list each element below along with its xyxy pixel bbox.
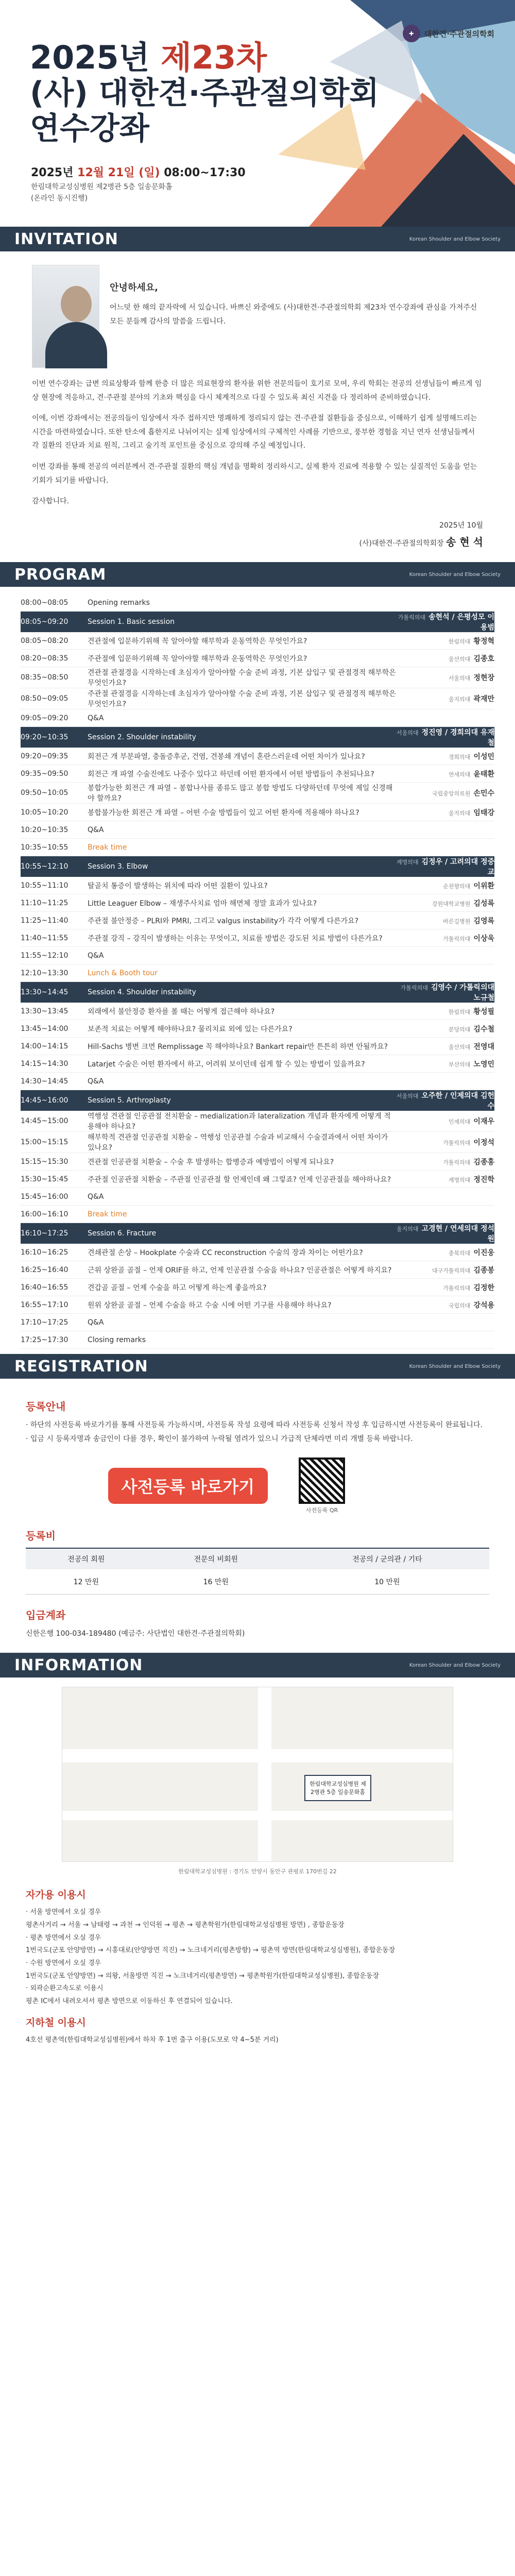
program-title: Hill-Sachs 병변 크면 Remplissage 꼭 해야하나요? Bankart repair만 튼튼히 하면 안될까요?	[88, 1042, 388, 1051]
program-title: 주관절 불안정증 – PLRI와 PMRI, 그리고 valgus instability가 각각 어떻게 다른가요?	[88, 917, 359, 925]
program-time: 10:55~12:10	[21, 862, 68, 871]
location-map[interactable]	[62, 1687, 453, 1862]
program-time: 16:25~16:40	[21, 1265, 68, 1274]
subheading: 등록안내	[26, 1400, 66, 1413]
program-time: 15:00~15:15	[21, 1138, 68, 1147]
speaker-affiliation: 가톨릭의대	[443, 1159, 471, 1166]
program-time: 10:35~10:55	[21, 843, 68, 852]
speaker-affiliation: 한림의대	[448, 638, 471, 645]
speaker-affiliation: 서울의대	[397, 1093, 419, 1100]
session-header-row	[21, 1090, 494, 1111]
program-speaker	[397, 751, 494, 761]
program-title: Break time	[88, 843, 127, 852]
program-speaker	[397, 982, 494, 1003]
program-time: 08:05~09:20	[21, 618, 68, 626]
fee-header: 전문의 비회원	[147, 1548, 285, 1569]
signer-name: 송 현 석	[446, 536, 483, 549]
section-subtitle: Korean Shoulder and Elbow Society	[409, 571, 501, 578]
program-title: Session 5. Arthroplasty	[88, 1096, 171, 1105]
speaker-affiliation: 울지의대	[448, 809, 471, 817]
subheading: 자가용 이용시	[26, 1889, 86, 1901]
letter-date: 2025년 10월	[439, 521, 483, 530]
speaker-affiliation: 분당의대	[448, 1026, 471, 1033]
program-title: 주관절에 입문하기위해 꼭 알아야할 해부학과 운동역학은 무엇인가요?	[88, 654, 307, 663]
program-title: Break time	[88, 1210, 127, 1218]
date-time: 08:00~17:30	[164, 166, 246, 179]
speaker-affiliation: 대구가톨릭의대	[432, 1267, 471, 1274]
program-speaker	[397, 880, 494, 891]
program-row	[21, 1055, 494, 1073]
program-row	[21, 1153, 494, 1171]
program-speaker	[397, 1090, 494, 1111]
speaker-affiliation: 가톨릭의대	[443, 1284, 471, 1292]
speaker-affiliation: 경희의대	[448, 753, 471, 760]
program-row	[21, 877, 494, 894]
program-row	[21, 667, 494, 688]
program-title: Closing remarks	[88, 1335, 146, 1344]
speaker-name: 정진학	[473, 1175, 494, 1184]
program-time: 08:00~08:05	[21, 598, 68, 607]
program-row	[21, 964, 494, 982]
direction-line: · 수원 방면에서 오실 경우	[26, 1959, 101, 1967]
program-speaker	[397, 1336, 494, 1344]
program-title: 주관절 강직 – 강직이 발생하는 이유는 무엇이고, 치료를 방법은 강도된 치료 방법이 다른가요?	[88, 934, 383, 943]
program-time: 14:15~14:30	[21, 1059, 68, 1068]
program-time: 08:35~08:50	[21, 673, 68, 682]
program-time: 17:25~17:30	[21, 1335, 68, 1344]
program-speaker	[397, 1041, 494, 1052]
program-speaker	[397, 1024, 494, 1034]
direction-line: 1번국도(군포 안양방면) → 의왕, 서울방면 직진 → 노크네거리(평촌방면) → 평촌학원가(한림대학교성심병원), 종합운동장	[26, 1972, 380, 1980]
direction-line: 평촌 IC에서 내려오셔서 평촌 방면으로 이동하신 후 연결되어 있습니다.	[26, 1997, 233, 2006]
speaker-affiliation: 가톨릭의대	[443, 1140, 471, 1147]
program-title: 근위 상완골 골절 – 언제 ORIF를 하고, 언제 인공관절 수술을 하나요? 인공관절은 어떻게 하지요?	[88, 1266, 392, 1275]
speaker-name: 이성민	[473, 752, 494, 761]
section-title: REGISTRATION	[14, 1357, 148, 1376]
speaker-affiliation: 충북의대	[448, 1249, 471, 1257]
speaker-affiliation: 울산의대	[448, 1043, 471, 1050]
speaker-affiliation: 바른길병원	[443, 918, 471, 925]
program-row	[21, 1244, 494, 1261]
program-time: 09:50~10:05	[21, 789, 68, 798]
invitation-letter	[0, 251, 515, 562]
program-title: Q&A	[88, 714, 104, 722]
fee-header: 전공의 회원	[26, 1548, 147, 1569]
speaker-affiliation: 계명의대	[397, 859, 419, 866]
program-speaker	[397, 826, 494, 834]
paragraph: 이에, 이번 강좌에서는 전공의들이 임상에서 자주 접하지만 명쾌하게 정리되지 않는 견·주관절 질환들을 중심으로, 이해하기 쉽게 설명해드리는 시간을 마련하였습니다. 또한 탄소에 흡한지로 나뉘어지는 실제 임상에서의 구체적인 사례를 기반으로, 풍부한 경험을 지닌 연자 선생님들께서 각 질환의 진단과 치료 원칙, 그리고 술기적 포인트를 중심으로 강의해 주실 예정입니다.	[32, 414, 477, 450]
speaker-affiliation: 국립중앙의료원	[432, 790, 471, 798]
program-row	[21, 929, 494, 947]
program-row	[21, 947, 494, 964]
title-society: (사) 대한견·주관절의학회	[30, 75, 380, 112]
program-time: 14:45~15:00	[21, 1117, 68, 1126]
program-row	[21, 1261, 494, 1279]
program-speaker	[397, 1247, 494, 1258]
program-row	[21, 650, 494, 667]
speaker-name: 김종호	[473, 654, 494, 663]
bank-account: 신한은행 100-034-189480 (예금주: 사단법인 대한견·주관절의학회)	[26, 1629, 245, 1638]
speaker-name: 김정한	[473, 1283, 494, 1292]
program-title: Opening remarks	[88, 598, 150, 607]
section-title: PROGRAM	[14, 565, 107, 584]
speaker-name: 이상욱	[473, 934, 494, 943]
speaker-name: 김수철	[473, 1025, 494, 1033]
program-title: 회전근 개 파열 수술진에도 나중수 있다고 하던데 어떤 환자에서 어떤 방법들이 추천되나요?	[88, 770, 374, 778]
program-speaker	[397, 612, 494, 632]
program-title: 견관절에 입문하기위해 꼭 알아야할 해부학과 운동역학은 무엇인가요?	[88, 637, 307, 646]
title-year: 2025년	[30, 39, 150, 76]
program-row	[21, 1331, 494, 1349]
program-speaker	[397, 1210, 494, 1218]
section-title: INFORMATION	[14, 1656, 143, 1674]
president-photo	[32, 265, 99, 368]
program-title: 외래에서 불안정증 환자를 볼 때는 어떻게 접근해야 하나요?	[88, 1007, 275, 1016]
paragraph: 감사합니다.	[32, 497, 70, 506]
program-time: 14:45~16:00	[21, 1096, 68, 1105]
program-title: 탈골치 통증이 발생하는 위치에 따라 어떤 질환이 있나요?	[88, 882, 268, 890]
program-time: 09:05~09:20	[21, 714, 68, 722]
program-row	[21, 804, 494, 821]
program-time: 15:30~15:45	[21, 1175, 68, 1183]
section-title: INVITATION	[14, 230, 118, 248]
program-table	[0, 587, 515, 1354]
program-time: 09:20~10:35	[21, 733, 68, 742]
subheading: 입금계좌	[26, 1608, 66, 1621]
program-time: 11:55~12:10	[21, 951, 68, 960]
program-speaker	[397, 1116, 494, 1126]
program-title: 봉합불가능한 회전근 개 파열 – 어떤 수술 방법들이 있고 어떤 환자에 적용해야 하나요?	[88, 808, 359, 817]
program-title: 해부학적 견관절 인공관절 치환술 – 역행성 인공관절 수술과 비교해서 수술결과에서 어떤 차이가 있나요?	[88, 1133, 388, 1153]
program-title: Q&A	[88, 1077, 104, 1086]
program-row	[21, 594, 494, 612]
program-time: 09:20~09:35	[21, 752, 68, 760]
paragraph: 이번 연수강좌는 급변 의료상황과 함께 한층 더 많은 의료현장의 환자를 위한 전문의들이 호기로 모여, 우리 학회는 전공의 선생님들이 빠르게 임상 현장에 적응하고, 견·주관절 분야의 기초와 핵심을 다시 체계적으로 다질 수 있도록 최신 지견을 다 정리하여 준비하였습니다.	[32, 380, 482, 402]
program-row	[21, 632, 494, 650]
directions	[0, 1875, 515, 2062]
program-speaker	[397, 843, 494, 852]
title-course: 연수강좌	[30, 111, 149, 147]
session-header-row	[21, 727, 494, 748]
program-row	[21, 1132, 494, 1153]
speaker-affiliation: 서울의대	[397, 730, 419, 737]
program-title: 봉합가능한 회전근 개 파열 – 봉합나사를 종류도 많고 봉합 방법도 다양하던데 무엇에 제일 신경해야 할까요?	[88, 784, 393, 803]
program-title: 보존적 치료는 어떻게 해야하나요? 물리치료 외에 있는 다른가요?	[88, 1025, 293, 1033]
speaker-affiliation: 울산의대	[448, 655, 471, 663]
session-header-row	[21, 856, 494, 877]
program-row	[21, 1171, 494, 1188]
program-speaker	[397, 769, 494, 779]
society-seal-icon: ✚	[403, 25, 420, 42]
speaker-name: 황성필	[473, 1007, 494, 1016]
program-speaker	[397, 1077, 494, 1086]
program-speaker	[397, 636, 494, 646]
society-name: 대한견·주관절의학회	[424, 29, 494, 39]
program-time: 16:40~16:55	[21, 1283, 68, 1292]
speaker-affiliation: 인제의대	[448, 1118, 471, 1126]
session-header-row	[21, 612, 494, 632]
fee-value: 10 만원	[285, 1569, 489, 1595]
program-time: 10:55~11:10	[21, 881, 68, 890]
paragraph: 이번 강좌를 통해 전공의 여러분께서 견·주관절 질환의 핵심 개념을 명확히 정리하시고, 실제 환자 진료에 적용할 수 있는 실질적인 도움을 얻는 기회가 되기를 바랍니다.	[32, 462, 477, 485]
speaker-name: 임태강	[473, 808, 494, 817]
speaker-name: 김종흥	[473, 1158, 494, 1166]
speaker-name: 전영대	[473, 1042, 494, 1051]
guide-text: · 하단의 사전등록 바로가기를 통해 사전등록 가능하시며, 사전등록 작성 요령에 따라 사전등록 신청서 작성 후 입금하시면 사전등록이 완료됩니다.	[26, 1421, 483, 1430]
event-date	[31, 164, 246, 180]
program-speaker	[397, 727, 494, 748]
speaker-affiliation: 순천향의대	[443, 883, 471, 890]
speaker-name: 정진영 / 경희의대 유재철	[421, 728, 494, 748]
program-time: 11:25~11:40	[21, 916, 68, 925]
venue-line: 한림대학교성심병원 제2병관 5층 일송문화홀	[31, 183, 173, 191]
section-header-registration	[0, 1354, 515, 1379]
program-speaker	[397, 1282, 494, 1293]
program-row	[21, 1073, 494, 1090]
program-time: 10:20~10:35	[21, 825, 68, 834]
section-subtitle: Korean Shoulder and Elbow Society	[409, 1363, 501, 1369]
speaker-affiliation: 강원대학교병원	[432, 900, 471, 907]
society-logo	[403, 25, 494, 42]
speaker-name: 황정혁	[473, 637, 494, 646]
program-title: Session 4. Shoulder instability	[88, 988, 196, 997]
qr-caption: 사전등록 QR	[305, 1506, 338, 1514]
map-caption: 한림대학교성심병원 : 경기도 안양시 동안구 관평로 170번길 22	[178, 1868, 337, 1875]
program-row	[21, 1206, 494, 1223]
speaker-name: 강석용	[473, 1301, 494, 1310]
program-title: Session 3. Elbow	[88, 862, 148, 871]
program-time: 10:05~10:20	[21, 808, 68, 817]
program-speaker	[397, 969, 494, 977]
session-header-row	[21, 982, 494, 1003]
program-speaker	[397, 1174, 494, 1184]
program-speaker	[397, 1006, 494, 1016]
program-time: 13:30~13:45	[21, 1007, 68, 1015]
program-title: Session 2. Shoulder instability	[88, 733, 196, 742]
fee-header: 전공의 / 군의관 / 기타	[285, 1548, 489, 1569]
guide-text: · 입금 시 등록자명과 송금인이 다를 경우, 확인이 불가하여 누락될 염려가 있으니 가급적 단체라면 미리 개별 등록 바랍니다.	[26, 1434, 413, 1443]
speaker-name: 고경현 / 연세의대 정석원	[421, 1225, 494, 1244]
program-title: Latarjet 수술은 어떤 환자에서 하고, 어려워 보이던데 쉽게 할 수 있는 방법이 있을까요?	[88, 1060, 365, 1069]
direction-line: · 외곽순환고속도로 이용시	[26, 1985, 104, 1993]
program-title: 주관절 인공관절 치환술 – 주관절 인공관절 할 언제인데 왜 그렇죠? 언제 인공관절을 해야하나요?	[88, 1175, 391, 1184]
speaker-name: 김영록	[473, 917, 494, 925]
speaker-name: 송현석 / 은평성모 이용범	[428, 613, 494, 632]
program-title: Session 6. Fracture	[88, 1229, 157, 1238]
speaker-name: 이위환	[473, 882, 494, 890]
program-time: 11:40~11:55	[21, 934, 68, 942]
program-row	[21, 1003, 494, 1020]
program-time: 15:15~15:30	[21, 1157, 68, 1166]
program-row	[21, 688, 494, 709]
speaker-name: 오주한 / 인제의대 김헌수	[421, 1092, 494, 1111]
program-row	[21, 1314, 494, 1331]
speaker-name: 곽재만	[473, 695, 494, 704]
program-speaker	[397, 1157, 494, 1167]
program-time: 13:45~14:00	[21, 1024, 68, 1033]
speaker-affiliation: 연세의대	[448, 771, 471, 778]
section-subtitle: Korean Shoulder and Elbow Society	[409, 1662, 501, 1668]
program-title: 회전근 개 부분파열, 충돌증후군, 건염, 견봉쇄 개념이 혼란스러운데 어떤 차이가 있나요?	[88, 752, 365, 761]
program-title: Lunch & Booth tour	[88, 969, 158, 977]
program-title: Session 1. Basic session	[88, 618, 175, 626]
program-title: 주관절 관절경을 시작하는데 초심자가 알아야할 수술 준비 과정, 기본 삽입구 및 관절경적 해부학은 무엇인가요?	[88, 690, 396, 709]
program-title: Q&A	[88, 1318, 104, 1327]
program-speaker	[397, 653, 494, 664]
program-speaker	[397, 693, 494, 704]
program-title: 원위 상완골 골절 – 언제 수술을 하고 수술 시에 어떤 기구를 사용해야 하나요?	[88, 1301, 332, 1310]
speaker-name: 김영수 / 가톨릭의대 노규철	[431, 984, 494, 1003]
program-speaker	[397, 952, 494, 960]
direction-line: 평촌사거리 → 서울 → 남태령 → 과천 → 인덕원 → 평촌 → 평촌학원가(한림대학교성심병원 방면) , 종합운동장	[26, 1921, 345, 1929]
program-time: 15:45~16:00	[21, 1192, 68, 1201]
program-time: 16:55~17:10	[21, 1300, 68, 1309]
program-time: 16:10~16:25	[21, 1248, 68, 1257]
registration-section	[0, 1379, 515, 1653]
section-subtitle: Korean Shoulder and Elbow Society	[409, 236, 501, 242]
program-time: 08:05~08:20	[21, 636, 68, 645]
section-header-information	[0, 1653, 515, 1677]
program-speaker	[397, 1193, 494, 1201]
program-speaker	[397, 1223, 494, 1244]
speaker-name: 김성록	[473, 899, 494, 908]
speaker-affiliation: 가톨릭의대	[400, 985, 428, 992]
speaker-affiliation: 서울의대	[448, 675, 471, 682]
program-title: Little Leaguer Elbow – 재생주사치료 엄마 해면체 정말 효과가 있나요?	[88, 899, 317, 908]
program-speaker	[397, 788, 494, 798]
speaker-affiliation: 계명의대	[448, 1176, 471, 1183]
program-speaker	[397, 856, 494, 877]
program-time: 14:00~14:15	[21, 1042, 68, 1050]
subheading: 등록비	[26, 1529, 56, 1542]
program-speaker	[397, 807, 494, 818]
speaker-affiliation: 부산의대	[448, 1061, 471, 1068]
program-row	[21, 783, 494, 804]
speaker-affiliation: 국립의대	[448, 1302, 471, 1309]
paragraph: 어느덧 한 해의 끝자락에 서 있습니다. 바쁘신 와중에도 (사)대한견·주관절의학회 제23차 연수강좌에 관심을 가져주신 모든 분들께 감사의 말씀을 드립니다.	[110, 303, 477, 326]
session-header-row	[21, 1223, 494, 1244]
program-time: 09:35~09:50	[21, 769, 68, 778]
program-time: 08:50~09:05	[21, 694, 68, 703]
direction-line: 4호선 평촌역(한림대학교성심병원)에서 하차 후 1번 출구 이용(도보로 약 4~5분 거리)	[26, 2036, 279, 2044]
program-time: 14:30~14:45	[21, 1077, 68, 1086]
speaker-name: 이정석	[473, 1139, 494, 1147]
speaker-affiliation: 울지의대	[397, 1226, 419, 1233]
title-number: 제23차	[161, 39, 267, 76]
event-venue	[31, 181, 173, 205]
speaker-affiliation: 울지의대	[448, 696, 471, 703]
speaker-name: 이재우	[473, 1117, 494, 1126]
program-speaker	[397, 1300, 494, 1310]
program-time: 16:10~17:25	[21, 1229, 68, 1238]
direction-line: · 평촌 방면에서 오실 경우	[26, 1934, 101, 1942]
program-speaker	[397, 1265, 494, 1275]
program-title: Q&A	[88, 825, 104, 834]
signature	[32, 519, 483, 552]
program-title: 견쇄관절 손상 – Hookplate 수술과 CC reconstruction 수술의 장과 차이는 어떤가요?	[88, 1248, 363, 1257]
speaker-affiliation: 한림의대	[448, 1008, 471, 1015]
speaker-name: 이진웅	[473, 1248, 494, 1257]
program-speaker	[397, 599, 494, 607]
program-row	[21, 709, 494, 727]
speaker-name: 손민수	[473, 789, 494, 798]
direction-line: · 서울 방면에서 오실 경우	[26, 1908, 101, 1917]
program-speaker	[397, 1318, 494, 1327]
program-time: 11:10~11:25	[21, 899, 68, 907]
section-header-program	[0, 562, 515, 587]
program-time: 08:20~08:35	[21, 654, 68, 663]
program-row	[21, 821, 494, 839]
speaker-affiliation: 가톨릭의대	[398, 614, 426, 621]
program-title: 견갑골 골절 – 언제 수술을 하고 어떻게 하는게 좋을까요?	[88, 1283, 267, 1292]
program-row	[21, 1020, 494, 1038]
program-title: 견관절 관절경을 시작하는데 초심자가 알아야할 수술 준비 과정, 기본 삽입구 및 관절경적 해부학은 무엇인가요?	[88, 669, 396, 688]
direction-line: 1번국도(군포 안양방면) → 시흥대로(안양방면 직진) → 노크네거리(평촌방향) → 평촌역 방면(한림대학교성심병원), 종합운동장	[26, 1946, 396, 1955]
fee-value: 12 만원	[26, 1569, 147, 1595]
subheading: 지하철 이용시	[26, 2016, 86, 2028]
program-speaker	[397, 672, 494, 683]
section-header-invitation	[0, 227, 515, 251]
qr-code[interactable]	[299, 1458, 345, 1504]
program-row	[21, 1038, 494, 1055]
speaker-name: 윤태환	[473, 770, 494, 778]
program-title: 견관절 인공관절 치환술 – 수술 후 발생하는 합병증과 예방법이 어떻게 되나요?	[88, 1158, 334, 1166]
program-row	[21, 1111, 494, 1132]
signer-role: (사)대한견·주관절의학회장	[359, 539, 444, 548]
program-time: 12:10~13:30	[21, 969, 68, 977]
speaker-name: 정현장	[473, 674, 494, 683]
fee-value: 16 만원	[147, 1569, 285, 1595]
program-title: Q&A	[88, 1192, 104, 1201]
date-year: 2025년	[31, 166, 74, 179]
speaker-name: 김정우 / 고려의대 정중교	[421, 858, 494, 877]
hero-banner	[0, 0, 515, 227]
program-speaker	[397, 916, 494, 926]
program-row	[21, 748, 494, 765]
program-speaker	[397, 933, 494, 943]
event-title	[30, 39, 379, 147]
program-title: 역행성 견관절 인공관절 전치환술 – medialization과 lateralization 개념과 환자에게 어떻게 적용해야 하나요?	[88, 1112, 391, 1131]
program-time: 16:00~16:10	[21, 1210, 68, 1218]
program-row	[21, 1296, 494, 1314]
program-speaker	[397, 1137, 494, 1147]
program-row	[21, 1188, 494, 1206]
program-row	[21, 1279, 494, 1296]
program-row	[21, 839, 494, 856]
program-row	[21, 765, 494, 783]
fee-table	[26, 1548, 489, 1595]
pre-registration-button[interactable]: 사전등록 바로가기	[108, 1468, 268, 1504]
program-row	[21, 912, 494, 929]
speaker-affiliation: 가톨릭의대	[443, 935, 471, 942]
map-pin: 한림대학교성심병원 제2병관 5층 일송문화홀	[304, 1775, 371, 1801]
venue-online: (온라인 동시진행)	[31, 194, 88, 203]
speaker-name: 노영민	[473, 1060, 494, 1069]
program-row	[21, 894, 494, 912]
program-title: Q&A	[88, 951, 104, 960]
program-speaker	[397, 714, 494, 722]
program-time: 13:30~14:45	[21, 988, 68, 997]
speaker-name: 김종봉	[473, 1266, 494, 1275]
program-speaker	[397, 1059, 494, 1069]
date-day: 12월 21일 (일)	[77, 166, 160, 179]
greeting: 안녕하세요,	[110, 282, 158, 293]
program-speaker	[397, 898, 494, 908]
program-time: 17:10~17:25	[21, 1318, 68, 1327]
